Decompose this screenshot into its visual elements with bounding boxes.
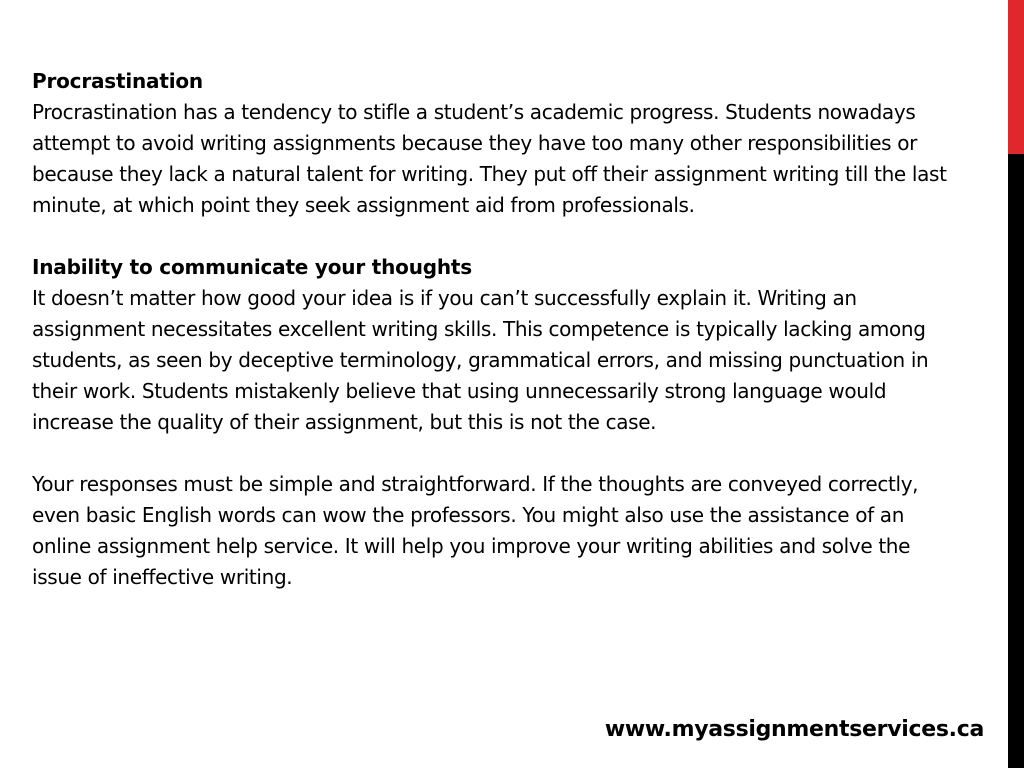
closing-paragraph: Your responses must be simple and straightforward. If the thoughts are conveyed correctly, even basic English words can wow the professors. You might also use the assistance of an online assignment help service. It will help you improve your writing abilities and solve the issue of ineffective writing. bbox=[32, 472, 919, 589]
section-communication bbox=[32, 252, 962, 438]
section-body: It doesn’t matter how good your idea is if you can’t successfully explain it. Writing an assignment necessitates excellent writing skills. This competence is typically lacking among students, as seen by deceptive terminology, grammatical errors, and missing punctuation in their work. Students mistakenly believe that using unnecessarily strong language would increase the quality of their assignment, but this is not the case. bbox=[32, 286, 929, 434]
section-body: Procrastination has a tendency to stifle a student’s academic progress. Students nowadays attempt to avoid writing assignments because they have too many other responsibilities or because they lack a natural talent for writing. They put off their assignment writing till the last minute, at which point they seek assignment aid from professionals. bbox=[32, 100, 947, 217]
paragraph-gap bbox=[32, 221, 962, 252]
section-heading: Procrastination bbox=[32, 69, 203, 93]
section-procrastination bbox=[32, 66, 962, 221]
footer-website-url: www.myassignmentservices.ca bbox=[604, 717, 984, 742]
paragraph-gap bbox=[32, 438, 962, 469]
section-heading: Inability to communicate your thoughts bbox=[32, 255, 472, 279]
slide-content bbox=[32, 66, 962, 593]
side-accent-bar-red bbox=[1008, 0, 1024, 154]
side-accent-bar-black bbox=[1008, 154, 1024, 768]
